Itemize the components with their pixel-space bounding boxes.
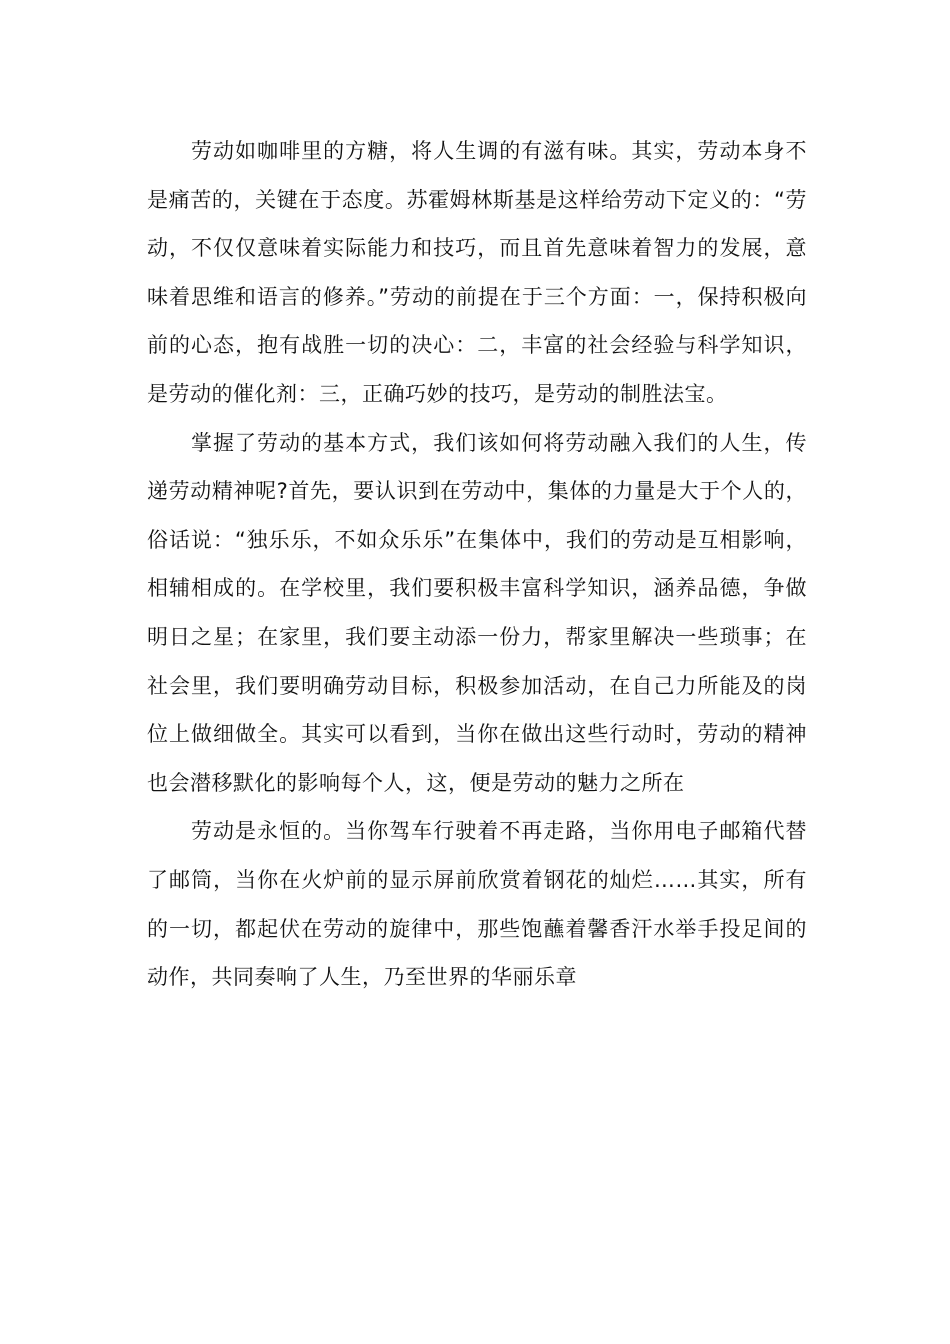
paragraph-3: 劳动是永恒的。当你驾车行驶着不再走路，当你用电子邮箱代替了邮筒，当你在火炉前的显示屏前欣赏着钢花的灿烂……其实，所有的一切，都起伏在劳动的旋律中，那些饱蘸着馨香汗水举手投足间的动作，共同奏响了人生，乃至世界的华丽乐章 [147, 819, 807, 990]
paragraph-1: 劳动如咖啡里的方糖，将人生调的有滋有味。其实，劳动本身不是痛苦的，关键在于态度。苏霍姆林斯基是这样给劳动下定义的：“劳动，不仅仅意味着实际能力和技巧，而且首先意味着智力的发展，意味着思维和语言的修养。”劳动的前提在于三个方面：一，保持积极向前的心态，抱有战胜一切的决心：二，丰富的社会经验与科学知识，是劳动的催化剂：三，正确巧妙的技巧，是劳动的制胜法宝。 [147, 139, 807, 406]
body-text [147, 127, 807, 1002]
paragraph-2: 掌握了劳动的基本方式，我们该如何将劳动融入我们的人生，传递劳动精神呢?首先，要认识到在劳动中，集体的力量是大于个人的，俗话说：“独乐乐，不如众乐乐”在集体中，我们的劳动是互相影响，相辅相成的。在学校里，我们要积极丰富科学知识，涵养品德，争做明日之星；在家里，我们要主动添一份力，帮家里解决一些琐事；在社会里，我们要明确劳动目标，积极参加活动，在自己力所能及的岗位上做细做全。其实可以看到，当你在做出这些行动时，劳动的精神也会潜移默化的影响每个人，这，便是劳动的魅力之所在 [147, 430, 807, 795]
